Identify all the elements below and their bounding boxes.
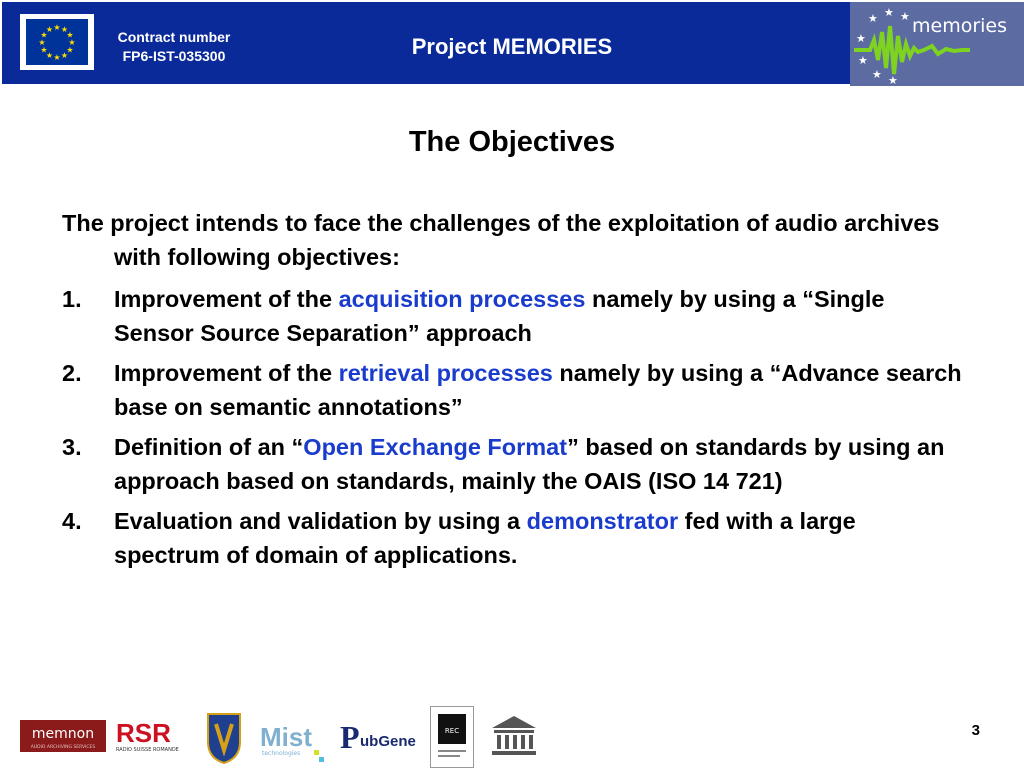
item-text-before: Improvement of the bbox=[114, 286, 339, 312]
item-highlight: demonstrator bbox=[526, 508, 679, 534]
objectives-content bbox=[62, 206, 962, 578]
memories-waveform-icon bbox=[850, 2, 1024, 86]
rec-logo-text: REC bbox=[444, 727, 460, 735]
memnon-logo bbox=[20, 720, 106, 752]
contract-code: FP6-IST-035300 bbox=[122, 48, 226, 64]
objective-item bbox=[62, 430, 962, 498]
rsr-logo-text: RSR bbox=[116, 718, 171, 748]
svg-text:★: ★ bbox=[900, 10, 910, 23]
contract-label: Contract number bbox=[117, 29, 231, 45]
eu-flag-logo bbox=[26, 19, 88, 65]
item-number: 3. bbox=[62, 434, 82, 460]
item-highlight: Open Exchange Format bbox=[303, 434, 568, 460]
page-number: 3 bbox=[971, 722, 980, 739]
svg-text:★: ★ bbox=[53, 23, 61, 32]
rsr-logo-subtext: RADIO SUISSE ROMANDE bbox=[116, 747, 179, 753]
svg-text:★: ★ bbox=[60, 25, 69, 34]
rec-logo bbox=[430, 706, 474, 768]
svg-text:★: ★ bbox=[66, 45, 74, 55]
svg-text:★: ★ bbox=[40, 30, 48, 40]
technion-shield-icon bbox=[204, 712, 244, 764]
item-text-after: namely by using a “Advance search base on semantic annotations” bbox=[114, 360, 962, 420]
svg-text:★: ★ bbox=[53, 53, 61, 62]
item-text-after: ” based on standards by using an approach based on standards, mainly the OAIS (ISO 14 721) bbox=[114, 434, 945, 494]
svg-text:★: ★ bbox=[872, 68, 882, 81]
svg-text:★: ★ bbox=[68, 38, 76, 47]
objective-item bbox=[62, 282, 962, 350]
mist-logo bbox=[258, 720, 328, 764]
mist-logo-text: Mist bbox=[260, 722, 312, 752]
svg-text:★: ★ bbox=[888, 74, 898, 86]
slide-header bbox=[0, 0, 1024, 87]
objective-item bbox=[62, 504, 962, 572]
memnon-logo-text: memnon bbox=[31, 726, 95, 742]
memories-logo bbox=[850, 2, 1024, 86]
svg-text:★: ★ bbox=[45, 25, 54, 34]
eu-flag-frame bbox=[20, 14, 94, 70]
item-highlight: acquisition processes bbox=[338, 286, 586, 312]
item-highlight: retrieval processes bbox=[338, 360, 553, 386]
svg-text:★: ★ bbox=[856, 32, 866, 45]
item-text-after: fed with a large spectrum of domain of applications. bbox=[114, 508, 856, 568]
svg-text:★: ★ bbox=[868, 12, 878, 25]
item-text-after: namely by using a “Single Sensor Source Separation” approach bbox=[114, 286, 885, 346]
item-text-before: Evaluation and validation by using a bbox=[114, 508, 527, 534]
pubgene-logo bbox=[338, 720, 422, 756]
project-title: Project MEMORIES bbox=[411, 34, 613, 59]
item-number: 1. bbox=[62, 286, 82, 312]
item-text-before: Improvement of the bbox=[114, 360, 339, 386]
svg-text:★: ★ bbox=[45, 51, 54, 60]
item-number: 2. bbox=[62, 360, 82, 386]
slide-title: The Objectives bbox=[408, 126, 616, 158]
item-text-before: Definition of an “ bbox=[114, 434, 304, 460]
svg-text:★: ★ bbox=[40, 45, 48, 55]
contract-number bbox=[104, 28, 244, 66]
unesco-temple-icon bbox=[488, 714, 540, 758]
objective-item bbox=[62, 356, 962, 424]
item-number: 4. bbox=[62, 508, 82, 534]
pubgene-logo-text: ubGene bbox=[360, 733, 416, 750]
svg-text:★: ★ bbox=[60, 51, 69, 60]
svg-text:★: ★ bbox=[884, 6, 894, 19]
pubgene-logo-initial: P bbox=[340, 720, 360, 755]
partner-logos bbox=[18, 706, 558, 764]
svg-text:★: ★ bbox=[38, 38, 46, 47]
svg-text:★: ★ bbox=[858, 54, 868, 67]
intro-paragraph: The project intends to face the challenges of the exploitation of audio archives with following objectives: bbox=[62, 210, 940, 270]
mist-logo-subtext: technologies bbox=[262, 750, 301, 757]
header-band bbox=[2, 2, 1022, 84]
eu-stars-icon bbox=[26, 19, 88, 65]
svg-text:★: ★ bbox=[66, 30, 74, 40]
memories-logo-text: memories bbox=[912, 15, 1008, 37]
rsr-logo bbox=[114, 718, 194, 754]
memnon-logo-subtext: AUDIO ARCHIVING SERVICES bbox=[30, 745, 96, 750]
